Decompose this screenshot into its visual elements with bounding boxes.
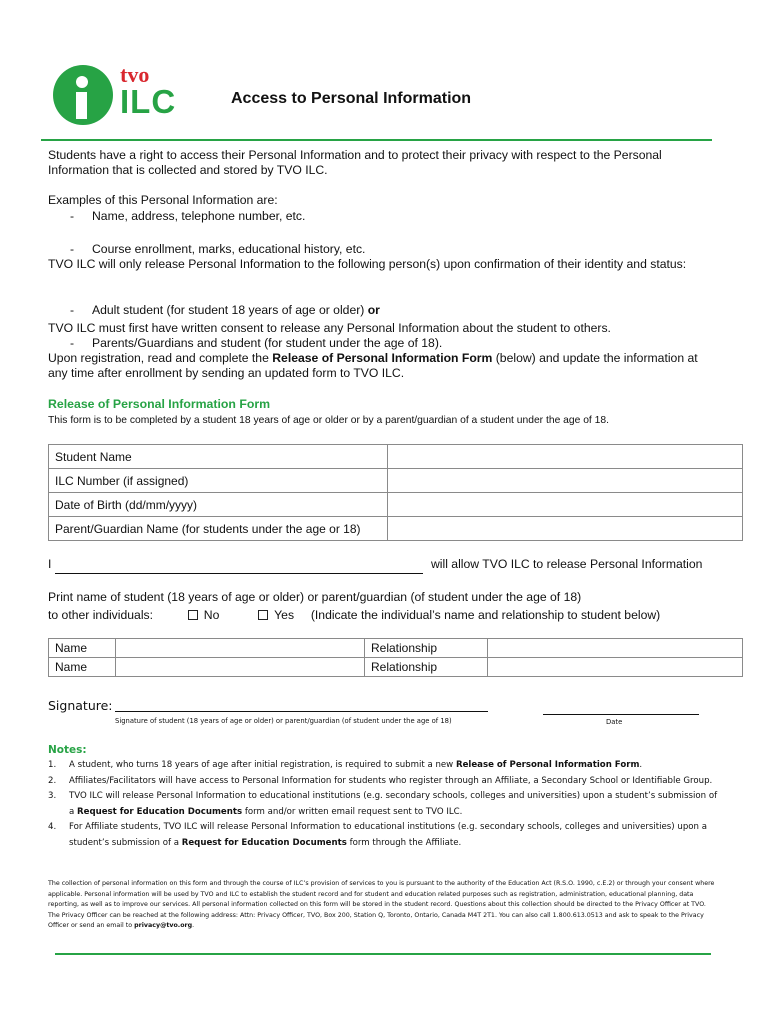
examples-lead: Examples of this Personal Information are: — [48, 193, 278, 207]
logo-brand: tvo — [120, 62, 150, 87]
parent-guardian-name-input[interactable] — [388, 517, 743, 541]
individuals-table — [48, 638, 743, 677]
list-item: - Parents/Guardians and student (for student under the age of 18). — [70, 336, 443, 350]
relationship-input[interactable] — [488, 658, 743, 677]
footer-divider — [55, 953, 711, 955]
intro-paragraph: Students have a right to access their Personal Information and to protect their privacy with respect to the Personal Information that is collected and stored by TVO ILC. — [48, 148, 662, 177]
ilc-number-input[interactable] — [388, 469, 743, 493]
page-title: Access to Personal Information — [231, 90, 472, 107]
field-label: Date of Birth (dd/mm/yyyy) — [49, 493, 388, 517]
date-line[interactable] — [543, 714, 699, 715]
consent-paragraph: TVO ILC must first have written consent to release any Personal Information about the student to others. — [48, 321, 611, 335]
disclosure-choice-row — [48, 608, 748, 623]
to-others-label: to other individuals: — [48, 608, 154, 622]
field-label: Parent/Guardian Name (for students under the age or 18) — [49, 517, 388, 541]
form-heading: Release of Personal Information Form — [48, 397, 271, 411]
signature-label: Signature: — [48, 698, 113, 713]
name-input[interactable] — [116, 658, 365, 677]
header-divider — [41, 139, 712, 141]
yes-checkbox[interactable]: Yes — [258, 608, 294, 622]
list-item: - Name, address, telephone number, etc. — [70, 209, 306, 223]
logo-product: ILC — [120, 83, 177, 120]
privacy-email-link[interactable]: privacy@tvo.org — [134, 922, 193, 929]
registration-paragraph: Upon registration, read and complete the Release of Personal Information Form (below) and update the information at any time after enrollment by sending an updated form to TVO ILC. — [48, 351, 698, 380]
checkbox-icon — [188, 610, 198, 620]
no-checkbox[interactable]: No — [188, 608, 220, 622]
signature-line[interactable] — [115, 711, 488, 712]
privacy-notice: The collection of personal information on this form and through the course of ILC’s provision of services to you is pursuant to the authority of the Education Act (R.S.O. 1990, c.E.2) or through your consent where applicable. Personal information will be used by TVO and ILC to establish the student record and for student and education related purposes such as registration, administration, educational planning, data reporting, as well as to improve our services. All personal information collected on this form will be stored in the student record. Questions about this collection should be directed to the Privacy Officer at TVO. The Privacy Officer can be reached at the following address: Attn: Privacy Officer, TVO, Box 200, Station Q, Toronto, Ontario, Canada M4T 2T1. You can also call 1.800.613.0513 and ask to speak to the Privacy Officer or send an email to privacy@tvo.org. — [48, 880, 715, 929]
field-label: Student Name — [49, 445, 388, 469]
signature-caption: Signature of student (18 years of age or older) or parent/guardian (of student under the age of 18) — [115, 717, 452, 725]
list-item: - Adult student (for student 18 years of age or older) or — [70, 303, 380, 317]
list-item: 1. A student, who turns 18 years of age after initial registration, is required to submit a new Release of Personal Information Form. — [48, 760, 643, 770]
student-info-table — [48, 444, 743, 541]
checkbox-icon — [258, 610, 268, 620]
student-name-input[interactable] — [388, 445, 743, 469]
logo — [52, 64, 182, 126]
field-label: ILC Number (if assigned) — [49, 469, 388, 493]
date-of-birth-input[interactable] — [388, 493, 743, 517]
consenter-name-line[interactable] — [55, 573, 423, 574]
relationship-input[interactable] — [488, 639, 743, 658]
notes-list — [48, 758, 724, 851]
list-item: 4. For Affiliate students, TVO ILC will release Personal Information to educational institutions (e.g. secondary schools, colleges and universities) upon a student’s submission of a Request for Education Documents form through the Affiliate. — [48, 822, 707, 848]
relationship-label: Relationship — [365, 658, 488, 677]
indicate-caption: (Indicate the individual’s name and relationship to student below) — [310, 608, 661, 622]
notes-heading: Notes: — [48, 744, 87, 756]
name-label: Name — [49, 658, 116, 677]
form-subtitle: This form is to be completed by a student 18 years of age or older or by a parent/guardian of a student under the age of 18. — [48, 415, 609, 426]
allow-text: will allow TVO ILC to release Personal Information — [431, 557, 703, 571]
relationship-label: Relationship — [365, 639, 488, 658]
print-name-caption: Print name of student (18 years of age or older) or parent/guardian (of student under the age of 18) — [48, 590, 582, 604]
list-item: 3. TVO ILC will release Personal Information to educational institutions (e.g. secondary schools, colleges and universities) upon a student’s submission of a Request for Education Documents form and/or written email request sent to TVO ILC. — [48, 791, 718, 817]
list-item: 2. Affiliates/Facilitators will have access to Personal Information for students who register through an Affiliate, a Secondary School or Identifiable Group. — [48, 775, 713, 786]
ilc-logo-icon — [52, 64, 114, 126]
list-item: - Course enrollment, marks, educational history, etc. — [70, 242, 366, 256]
i-label: I — [48, 557, 52, 571]
name-label: Name — [49, 639, 116, 658]
name-input[interactable] — [116, 639, 365, 658]
release-lead: TVO ILC will only release Personal Information to the following person(s) upon confirmation of their identity and status: — [48, 257, 687, 271]
date-caption: Date — [606, 718, 623, 726]
